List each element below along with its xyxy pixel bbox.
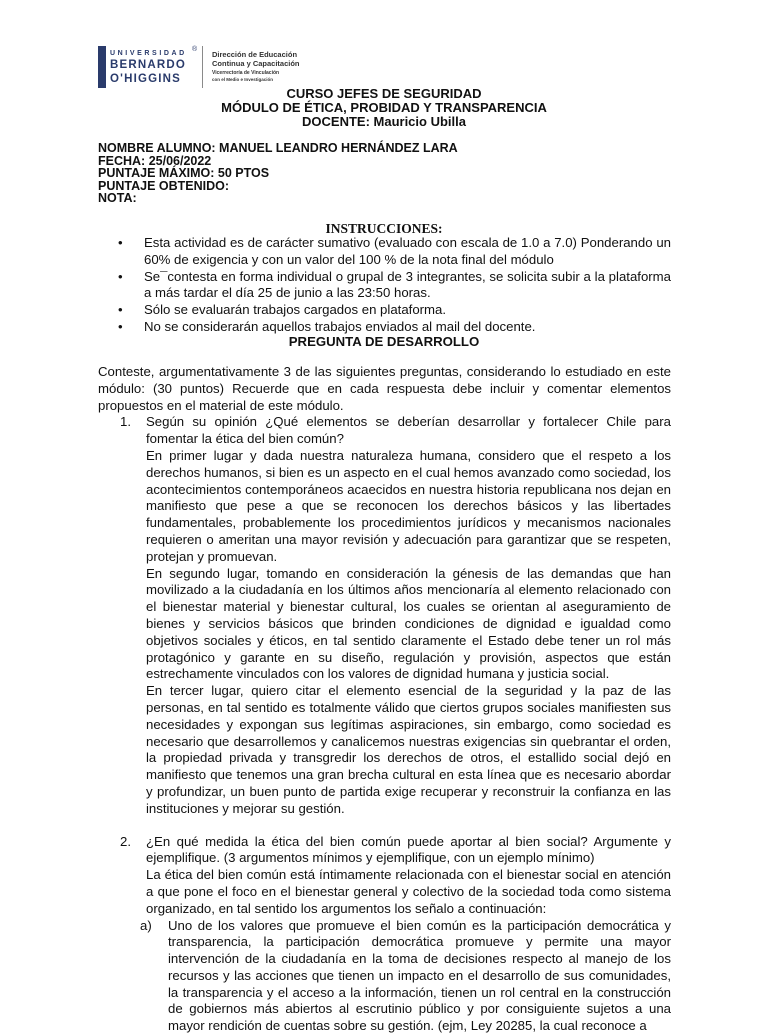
list-item [118, 235, 671, 269]
logo-university-top: UNIVERSIDAD [110, 50, 187, 57]
question-2 [98, 834, 671, 868]
logo-registered-mark: ® [192, 46, 197, 53]
module-title: MÓDULO DE ÉTICA, PROBIDAD Y TRANSPARENCIA [0, 100, 768, 115]
paragraph-gap [98, 818, 671, 834]
answer-paragraph: En tercer lugar, quiero citar el elemento esencial de la seguridad y la paz de las personas, en tal sentido es totalmente válido que ciertos grupos sociales manifiesten sus necesidades y expongan sus legítimas aspiraciones, sin embargo, como sociedad es necesario que desarrollemos y canalicemos nuestras exigencias sin quebrantar el orden, la propiedad privada y transgredir los derechos de otros, el estallido social dejó en manifiesto que tenemos una gran brecha cultural en esta línea que es necesario abordar y profundizar, un buen punto de partida exige recuperar y reconstruir la confianza en las instituciones y mejorar su gestión. [98, 683, 671, 817]
question-text: Según su opinión ¿Qué elementos se deberían desarrollar y fortalecer Chile para fomentar la ética del bien común? [146, 414, 671, 446]
logo-dept-line1: Dirección de Educación [212, 50, 297, 59]
student-info [98, 142, 458, 205]
list-item [118, 269, 671, 303]
section-intro: Conteste, argumentativamente 3 de las siguientes preguntas, considerando lo estudiado en este módulo: (30 puntos) Recuerde que en cada respuesta debe incluir y comentar elementos propuestos en el material de este módulo. [98, 364, 671, 414]
instruction-text: Se¯contesta en forma individual o grupal de 3 integrantes, se solicita subir a la plataforma a más tardar el día 25 de junio a las 23:50 horas. [144, 269, 671, 301]
grade: NOTA: [98, 192, 458, 205]
max-score: PUNTAJE MÁXIMO: 50 PTOS [98, 167, 458, 180]
question-section-body [98, 364, 671, 1035]
question-1 [98, 414, 671, 448]
argument-text: Uno de los valores que promueve el bien común es la participación democrática y transparencia, la participación democrática promueve y permite una mayor intervención de la ciudadanía en la toma de decisiones respecto al manejo de los recursos y las acciones que tienen un impacto en el desarrollo de sus comunidades, la transparencia y el acceso a la información, tienen un rol central en la construcción de gobiernos más abiertos al escrutinio público y por consiguiente sujetos a una mayor rendición de cuentas sobre su gestión. (ejm, Ley 20285, la cual reconoce a [168, 918, 671, 1034]
exam-date: FECHA: 25/06/2022 [98, 155, 458, 168]
logo-dept-line2: Continua y Capacitación [212, 59, 300, 68]
university-logo [98, 44, 328, 90]
argument-label: a) [140, 918, 152, 935]
bullet-icon: • [118, 319, 123, 336]
question-number: 1. [120, 414, 131, 431]
bullet-icon: • [118, 302, 123, 319]
list-item [118, 302, 671, 319]
logo-university-mid: BERNARDO [110, 59, 186, 71]
logo-dept-line4: con el Medio e Investigación [212, 77, 273, 82]
logo-dept-line3: Vicerrectoría de Vinculación [212, 70, 279, 76]
bullet-icon: • [118, 235, 123, 252]
instruction-text: Sólo se evaluarán trabajos cargados en plataforma. [144, 302, 446, 317]
instructions-heading: INSTRUCCIONES: [0, 221, 768, 237]
question-text: ¿En qué medida la ética del bien común puede aportar al bien social? Argumente y ejemplifique. (3 argumentos mínimos y ejemplifique, con un ejemplo mínimo) [146, 834, 671, 866]
answer-paragraph: La ética del bien común está íntimamente relacionada con el bienestar social en atención a que pone el foco en el bienestar general y colectivo de la sociedad toda como sistema organizado, en tal sentido los argumentos los señalo a continuación: [98, 867, 671, 917]
logo-mark-icon [98, 46, 106, 88]
instruction-text: Esta actividad es de carácter sumativo (evaluado con escala de 1.0 a 7.0) Ponderando un 60% de exigencia y con un valor del 100 % de la nota final del módulo [144, 235, 671, 267]
answer-paragraph: En segundo lugar, tomando en consideración la génesis de las demandas que han movilizado a la ciudadanía en los últimos años mencionaría al elemento relacionado con el bienestar material y bienestar cultural, los cuales se orientan al aseguramiento de bienes y servicios básicos que brinden condiciones de dignidad e igualdad como objetivos sociales y éticos, en tal sentido claramente el Estado debe tener un rol más protagónico y garante en su diseño, regulación y provisión, aspectos que están estrechamente vinculados con los valores de dignidad humana y justicia social. [98, 566, 671, 684]
answer-paragraph: En primer lugar y dada nuestra naturaleza humana, considero que el respeto a los derechos humanos, si bien es un aspecto en el cual hemos avanzado como sociedad, los acontecimientos contemporáneos acaecidos en nuestra historia republicana nos dejan en manifiesto que pese a que se reconocen los derechos básicos y las libertades fundamentales, probablemente los procedimientos jurídicos y mecanismos nacionales requieren o ameritan una mayor revisión y adecuación para garantizar que se respeten, protejan y promuevan. [98, 448, 671, 566]
question-number: 2. [120, 834, 131, 851]
question-section-heading: PREGUNTA DE DESARROLLO [0, 334, 768, 349]
bullet-icon: • [118, 269, 123, 286]
obtained-score: PUNTAJE OBTENIDO: [98, 180, 458, 193]
teacher-title: DOCENTE: Mauricio Ubilla [0, 114, 768, 129]
argument-a [98, 918, 671, 1035]
instructions-list [118, 235, 671, 336]
logo-university-bottom: O'HIGGINS [110, 73, 181, 85]
instruction-text: No se considerarán aquellos trabajos enviados al mail del docente. [144, 319, 535, 334]
student-name: NOMBRE ALUMNO: MANUEL LEANDRO HERNÁNDEZ LARA [98, 142, 458, 155]
course-title: CURSO JEFES DE SEGURIDAD [0, 86, 768, 101]
logo-separator [202, 46, 203, 88]
